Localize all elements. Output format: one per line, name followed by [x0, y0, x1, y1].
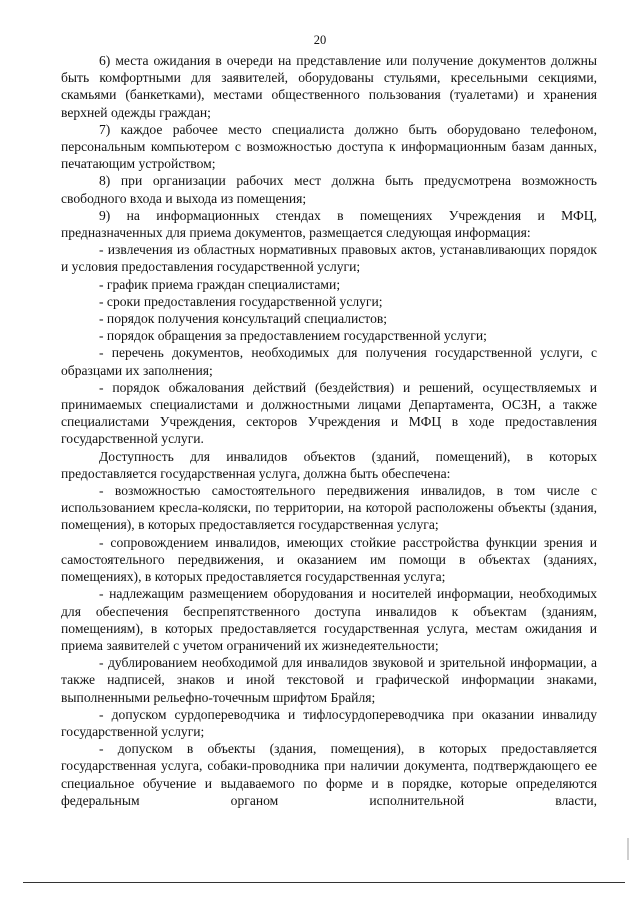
paragraph-item-7: 7) каждое рабочее место специалиста должно быть оборудовано телефоном, персональным компьютером с возможностью доступа к информационным базам данных, печатающим устройством;: [61, 121, 597, 172]
list-item: - сопровождением инвалидов, имеющих стойкие расстройства функции зрения и самостоятельного передвижения, и оказанием им помощи в объектах (зданиях, помещениях), в которых предоставляется государственная услуга;: [61, 534, 597, 585]
paragraph-item-6: 6) места ожидания в очереди на представление или получение документов должны быть комфортными для заявителей, оборудованы стульями, кресельными секциями, скамьями (банкетками), местами общественного пользования (туалетами) и хранения верхней одежды граждан;: [61, 53, 597, 120]
list-item: - порядок обращения за предоставлением государственной услуги;: [99, 328, 487, 344]
list-item: - дублированием необходимой для инвалидов звуковой и зрительной информации, а также надписей, знаков и иной текстовой и графической информации знаками, выполненными рельефно-точечным шрифтом Брайля;: [61, 655, 597, 705]
list-item: - перечень документов, необходимых для получения государственной услуги, с образцами их заполнения;: [61, 345, 597, 378]
list-item: - порядок получения консультаций специалистов;: [99, 311, 388, 327]
page-number: 20: [313, 33, 327, 47]
paragraph-item-8: 8) при организации рабочих мест должна быть предусмотрена возможность свободного входа и выхода из помещения;: [61, 173, 597, 206]
list-item: - порядок обжалования действий (бездействия) и решений, осуществляемых и принимаемых специалистами и должностными лицами Департамента, ОСЗН, а также специалистами Учреждения, секторов Учреждения и МФЦ в ходе предоставления государственной услуги.: [61, 379, 597, 447]
list-item: - допуском сурдопереводчика и тифлосурдопереводчика при оказании инвалиду государственной услуги;: [61, 706, 597, 739]
list-item: - сроки предоставления государственной услуги;: [99, 293, 383, 309]
paragraph-item-9: 9) на информационных стендах в помещениях Учреждения и МФЦ, предназначенных для приема документов, размещается следующая информация:: [61, 207, 597, 241]
list-item: - допуском в объекты (здания, помещения), в которых предоставляется государственная услуга, собаки-проводника при наличии документа, подтверждающего ее специальное обучение и выдаваемого по форме и в порядке, которые определяются федеральным органом исполнительной власти,: [61, 741, 597, 808]
list-item: - надлежащим размещением оборудования и носителей информации, необходимых для обеспечения беспрепятственного доступа инвалидов к объектам (зданиям, помещениям), в которых предоставляется государственная услуга, местам ожидания и приема заявителей с учетом ограничений их жизнедеятельности;: [61, 586, 597, 653]
scan-bottom-line: [23, 882, 625, 883]
list-item: - извлечения из областных нормативных правовых актов, устанавливающих порядок и условия предоставления государственной услуги;: [61, 242, 597, 275]
paragraph-accessibility: Доступность для инвалидов объектов (зданий, помещений), в которых предоставляется государственная услуга, должна быть обеспечена:: [61, 448, 597, 481]
list-item: - график приема граждан специалистами;: [99, 276, 341, 292]
scan-edge-mark: [627, 838, 629, 860]
list-item: - возможностью самостоятельного передвижения инвалидов, в том числе с использованием кресла-коляски, по территории, на которой расположены объекты (здания, помещения), в которых предоставляется государственная услуга;: [61, 483, 597, 533]
document-body: [61, 52, 597, 809]
